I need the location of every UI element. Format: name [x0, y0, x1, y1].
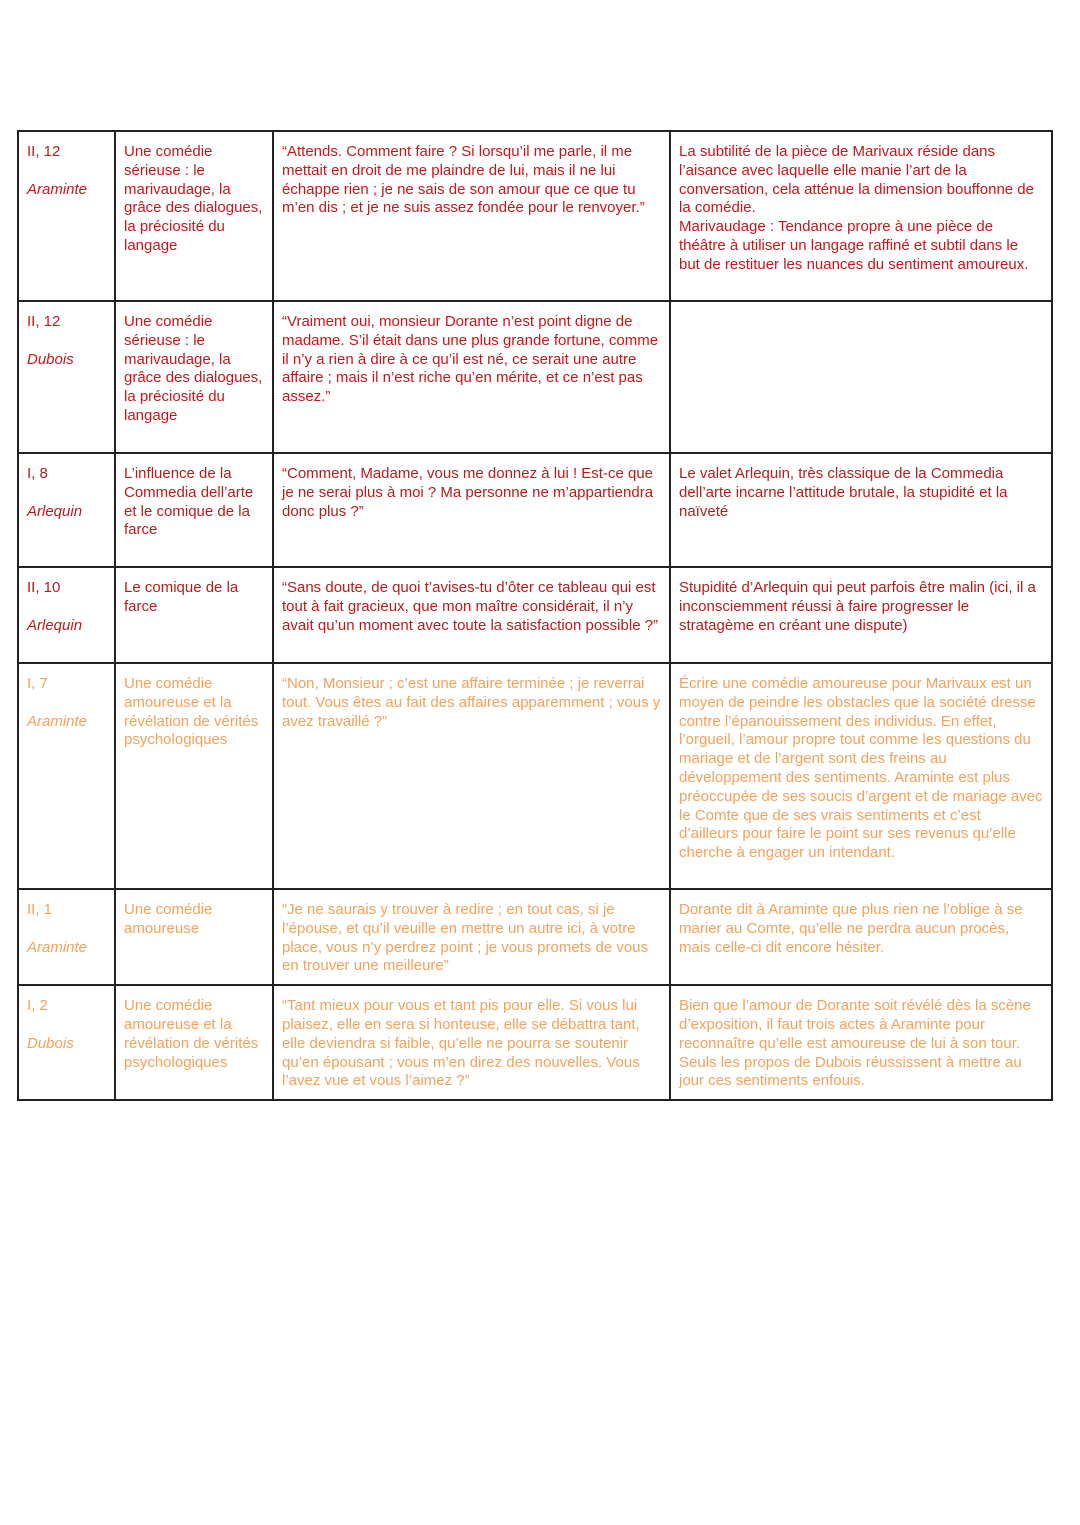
scene-cell — [18, 131, 115, 301]
character-name: Arlequin — [27, 616, 83, 634]
scene-cell — [18, 301, 115, 453]
theme-cell: Le comique de la farce — [115, 567, 273, 663]
theme-cell: Une comédie amoureuse et la révélation de vérités psychologiques — [115, 663, 273, 889]
table-row — [18, 567, 1052, 663]
theme-cell: Une comédie sérieuse : le marivaudage, la grâce des dialogues, la préciosité du langage — [115, 131, 273, 301]
character-name: Araminte — [27, 712, 88, 730]
quote-cell: “Tant mieux pour vous et tant pis pour elle. Si vous lui plaisez, elle en sera si honteuse, elle se débattra tant, elle deviendra si faible, qu’elle ne pourra se soutenir qu’en épousant ; vous m’en direz des nouvelles. Vous l’avez vue et vous l’aimez ?” — [273, 985, 670, 1100]
table-row — [18, 985, 1052, 1100]
character-name: Arlequin — [27, 502, 83, 520]
scene-ref: I, 7 — [27, 675, 48, 692]
analysis-table — [17, 130, 1053, 1101]
character-name: Dubois — [27, 1034, 74, 1052]
scene-cell — [18, 663, 115, 889]
table-row — [18, 301, 1052, 453]
scene-ref: I, 2 — [27, 997, 48, 1015]
table-row — [18, 889, 1052, 985]
quote-cell: “Comment, Madame, vous me donnez à lui ! Est-ce que je ne serai plus à moi ? Ma personne ne m’appartiendra donc plus ?” — [273, 453, 670, 567]
scene-ref: II, 12 — [27, 143, 61, 160]
table-row — [18, 663, 1052, 889]
analysis-paragraph: La subtilité de la pièce de Marivaux réside dans l’aisance avec laquelle elle manie l’art de la conversation, cela atténue la dimension bouffonne de la comédie. Marivaudage : Tendance propre à une pièce de théâtre à utiliser un langage raffiné et subtil dans le but de restituer les nuances du sentiment amoureux. — [679, 143, 1034, 273]
theme-cell: Une comédie sérieuse : le marivaudage, la grâce des dialogues, la préciosité du langage — [115, 301, 273, 453]
analysis-cell: Écrire une comédie amoureuse pour Marivaux est un moyen de peindre les obstacles que la société dresse contre l’épanouissement des individus. En effet, l’orgueil, l’amour propre tout comme les questions du mariage et de l’argent sont des freins au développement des sentiments. Araminte est plus préoccupée de ses soucis d’argent et de mariage avec le Comte que de ses vrais sentiments et c’est d’ailleurs pour faire le point sur ses revenus qu’elle cherche à engager un intendant. — [670, 663, 1052, 889]
table-row — [18, 453, 1052, 567]
theme-cell: L’influence de la Commedia dell’arte et le comique de la farce — [115, 453, 273, 567]
theme-cell: Une comédie amoureuse et la révélation de vérités psychologiques — [115, 985, 273, 1100]
theme-cell: Une comédie amoureuse — [115, 889, 273, 985]
quote-cell: “Vraiment oui, monsieur Dorante n’est point digne de madame. S’il était dans une plus grande fortune, comme il n’y a rien à dire à ce qu’il est né, ce serait une autre affaire ; mais il n’est riche qu’en mérite, et ce n’est pas assez.” — [273, 301, 670, 453]
scene-ref: I, 8 — [27, 465, 48, 482]
scene-cell — [18, 889, 115, 985]
table-row — [18, 131, 1052, 301]
quote-cell: “Je ne saurais y trouver à redire ; en tout cas, si je l’épouse, et qu’il veuille en mettre un autre ici, à votre place, vous n’y perdrez point ; je vous promets de vous en trouver une meilleure” — [273, 889, 670, 985]
character-name: Araminte — [27, 938, 88, 956]
analysis-cell — [670, 131, 1052, 301]
scene-cell — [18, 453, 115, 567]
character-name: Araminte — [27, 180, 88, 198]
document-page — [17, 130, 1051, 1101]
quote-cell: “Sans doute, de quoi t’avises-tu d’ôter ce tableau qui est tout à fait gracieux, que mon maître considérait, il n’y avait qu’un moment avec toute la satisfaction possible ?” — [273, 567, 670, 663]
scene-ref: II, 1 — [27, 901, 53, 918]
analysis-cell: Bien que l’amour de Dorante soit révélé dès la scène d’exposition, il faut trois actes à Araminte pour reconnaître qu’elle est amoureuse de lui à son tour. Seuls les propos de Dubois réussissent à mettre au jour ces sentiments enfouis. — [670, 985, 1052, 1100]
analysis-cell: Stupidité d’Arlequin qui peut parfois être malin (ici, il a inconsciemment réussi à faire progresser le stratagème en créant une dispute) — [670, 567, 1052, 663]
scene-cell — [18, 567, 115, 663]
analysis-cell: Le valet Arlequin, très classique de la Commedia dell’arte incarne l’attitude brutale, la stupidité et la naïveté — [670, 453, 1052, 567]
quote-cell: “Non, Monsieur ; c’est une affaire terminée ; je reverrai tout. Vous êtes au fait des affaires apparemment ; vous y avez travaillé ?” — [273, 663, 670, 889]
scene-ref: II, 10 — [27, 579, 61, 596]
quote-cell: “Attends. Comment faire ? Si lorsqu’il me parle, il me mettait en droit de me plaindre de lui, mais il ne lui échappe rien ; je ne sais de son amour que ce que tu m’en dis ; et je ne suis assez fondée pour le renvoyer.” — [273, 131, 670, 301]
character-name: Dubois — [27, 350, 74, 368]
scene-cell — [18, 985, 115, 1100]
scene-ref: II, 12 — [27, 313, 61, 330]
analysis-cell: Dorante dit à Araminte que plus rien ne l’oblige à se marier au Comte, qu’elle ne perdra aucun procès, mais celle-ci dit encore hésiter. — [670, 889, 1052, 985]
analysis-cell — [670, 301, 1052, 453]
